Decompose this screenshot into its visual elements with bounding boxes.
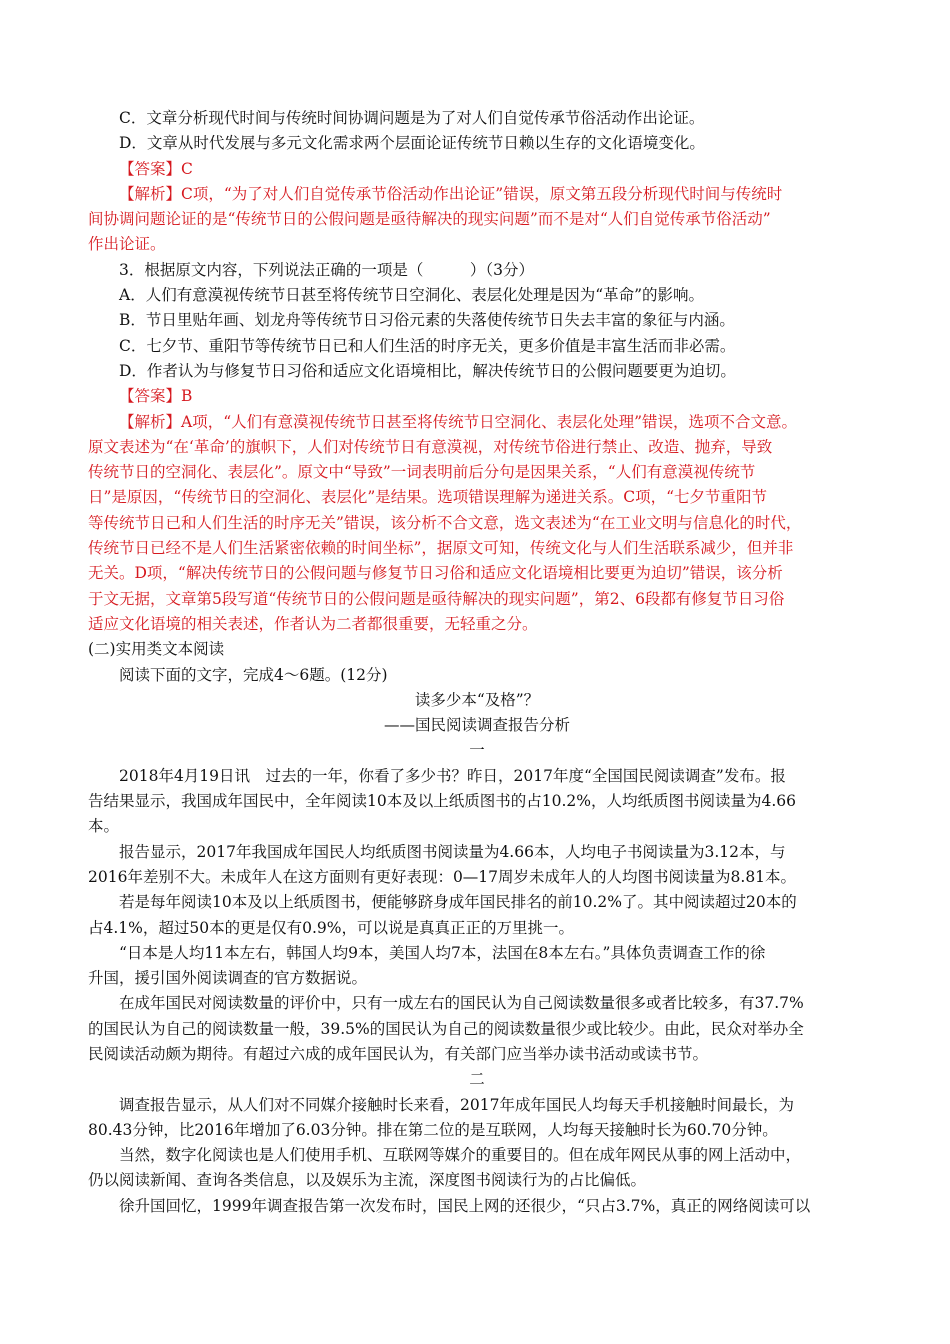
q2-answer-label: 【答案】 — [119, 159, 182, 178]
article-paragraph: 在成年国民对阅读数量的评价中，只有一成左右的国民认为自己阅读数量很多或者比较多，有37.7% 的国民认为自己的阅读数量一般，39.5%的国民认为自己的阅读数量很少或比较少。由此，民众对举办全 民阅读活动颇为期待。有超过六成的成年国民认为，有关部门应当举办读书活动或读书节。 — [88, 994, 804, 1063]
article-paragraph: 调查报告显示，从人们对不同媒介接触时长来看，2017年成年国民人均每天手机接触时间最长，为 80.43分钟，比2016年增加了6.03分钟。排在第二位的是互联网，人均每天接触时长为60.70分钟。 — [88, 1095, 794, 1139]
q2-answer — [88, 157, 866, 182]
section-heading: (二)实用类文本阅读 — [88, 640, 225, 659]
q3-analysis-line: 传统节日的空洞化、表层化”。原文中“导致”一词表明前后分句是因果关系，“人们有意漠视传统节 — [88, 463, 756, 482]
q3-analysis — [88, 410, 866, 638]
q3-analysis-line: 原文表述为“在‘革命’的旗帜下，人们对传统节日有意漠视，对传统节俗进行禁止、改造、抛弃，导致 — [88, 437, 773, 456]
q3-analysis-line: 【解析】A项，“人们有意漠视传统节日甚至将传统节日空洞化、表层化处理”错误，选项不合文意。 — [119, 412, 798, 431]
q3-answer-label: 【答案】 — [119, 387, 182, 406]
q3-analysis-line: 等传统节日已和人们生活的时序无关”错误，该分析不合文意，选文表述为“在工业文明与信息化的时代， — [88, 513, 802, 532]
part-marker-2: 二 — [469, 1070, 485, 1089]
q3-analysis-line: 无关。D项，“解决传统节日的公假问题与修复节日习俗和适应文化语境相比要更为迫切”错误，该分析 — [88, 564, 783, 583]
q3-option-b: B．节日里贴年画、划龙舟等传统节日习俗元素的失落使传统节日失去丰富的象征与内涵。 — [119, 311, 735, 330]
article-title: 读多少本“及格”？ — [414, 690, 540, 709]
article-paragraph: 报告显示，2017年我国成年国民人均纸质图书阅读量为4.66本，人均电子书阅读量为3.12本，与 2016年差别不大。未成年人在这方面则有更好表现：0—17周岁未成年人的人均图书阅读量为8.81本。 — [88, 842, 797, 886]
article-paragraph: 2018年4月19日讯 过去的一年，你看了多少书？昨日，2017年度“全国国民阅读调查”发布。报 告结果显示，我国成年国民中，全年阅读10本及以上纸质图书的占10.2%，人均纸质图书阅读量为4.66 本。 — [88, 766, 796, 836]
q2-analysis-line: 【解析】C项，“为了对人们自觉传承节俗活动作出论证”错误，原文第五段分析现代时间与传统时 — [119, 184, 783, 203]
section-instruction: 阅读下面的文字，完成4～6题。(12分) — [119, 665, 388, 684]
article-paragraph: 徐升国回忆，1999年调查报告第一次发布时，国民上网的还很少，“只占3.7%，真正的网络阅读可以 — [119, 1196, 811, 1215]
q3-stem: 3．根据原文内容，下列说法正确的一项是（ ）（3分） — [119, 260, 534, 279]
q3-analysis-label: 【解析】 — [119, 412, 182, 431]
article-paragraph: “日本是人均11本左右，韩国人均9本，美国人均7本，法国在8本左右。”具体负责调查工作的徐 升国，援引国外阅读调查的官方数据说。 — [88, 943, 766, 988]
article-paragraph: 当然，数字化阅读也是人们使用手机、互联网等媒介的重要目的。但在成年网民从事的网上活动中， 仍以阅读新闻、查询各类信息，以及娱乐为主流，深度图书阅读行为的占比偏低。 — [88, 1146, 802, 1190]
q2-answer-value: C — [181, 159, 193, 178]
q3-analysis-line: 于文无据，文章第5段写道“传统节日的公假问题是亟待解决的现实问题”，第2、6段都有修复节日习俗 — [88, 589, 785, 608]
q3-answer — [88, 384, 866, 409]
q2-option-d: D．文章从时代发展与多元文化需求两个层面论证传统节日赖以生存的文化语境变化。 — [119, 134, 705, 153]
q3-analysis-line: 日”是原因，“传统节日的空洞化、表层化”是结果。选项错误理解为递进关系。C项，“七夕节重阳节 — [88, 488, 768, 507]
q3-answer-value: B — [181, 387, 193, 406]
q3-option-d: D．作者认为与修复节日习俗和适应文化语境相比，解决传统节日的公假问题要更为迫切。 — [119, 361, 736, 380]
q2-option-c: C．文章分析现代时间与传统时间协调问题是为了对人们自觉传承节俗活动作出论证。 — [119, 109, 705, 127]
q2-analysis-line: 作出论证。 — [88, 235, 166, 254]
q3-analysis-line: 适应文化语境的相关表述，作者认为二者都很重要，无轻重之分。 — [88, 614, 538, 633]
q3-analysis-line: 传统节日已经不是人们生活紧密依赖的时间坐标”，据原文可知，传统文化与人们生活联系减少，但并非 — [88, 539, 794, 558]
q2-analysis-line: 间协调问题论证的是“传统节日的公假问题是亟待解决的现实问题”而不是对“人们自觉传承节俗活动” — [88, 210, 771, 229]
q2-analysis — [88, 182, 866, 258]
article-paragraph: 若是每年阅读10本及以上纸质图书，便能够跻身成年国民排名的前10.2%了。其中阅读超过20本的 占4.1%，超过50本的更是仅有0.9%，可以说是真真正正的万里挑一。 — [88, 893, 797, 937]
q2-analysis-label: 【解析】 — [119, 184, 182, 203]
q3-option-c: C．七夕节、重阳节等传统节日已和人们生活的时序无关，更多价值是丰富生活而非必需。 — [119, 336, 736, 355]
article-subtitle: ——国民阅读调查报告分析 — [383, 716, 570, 735]
part-marker-1: 一 — [469, 741, 485, 760]
q3-option-a: A．人们有意漠视传统节日甚至将传统节日空洞化、表层化处理是因为“革命”的影响。 — [119, 286, 705, 305]
